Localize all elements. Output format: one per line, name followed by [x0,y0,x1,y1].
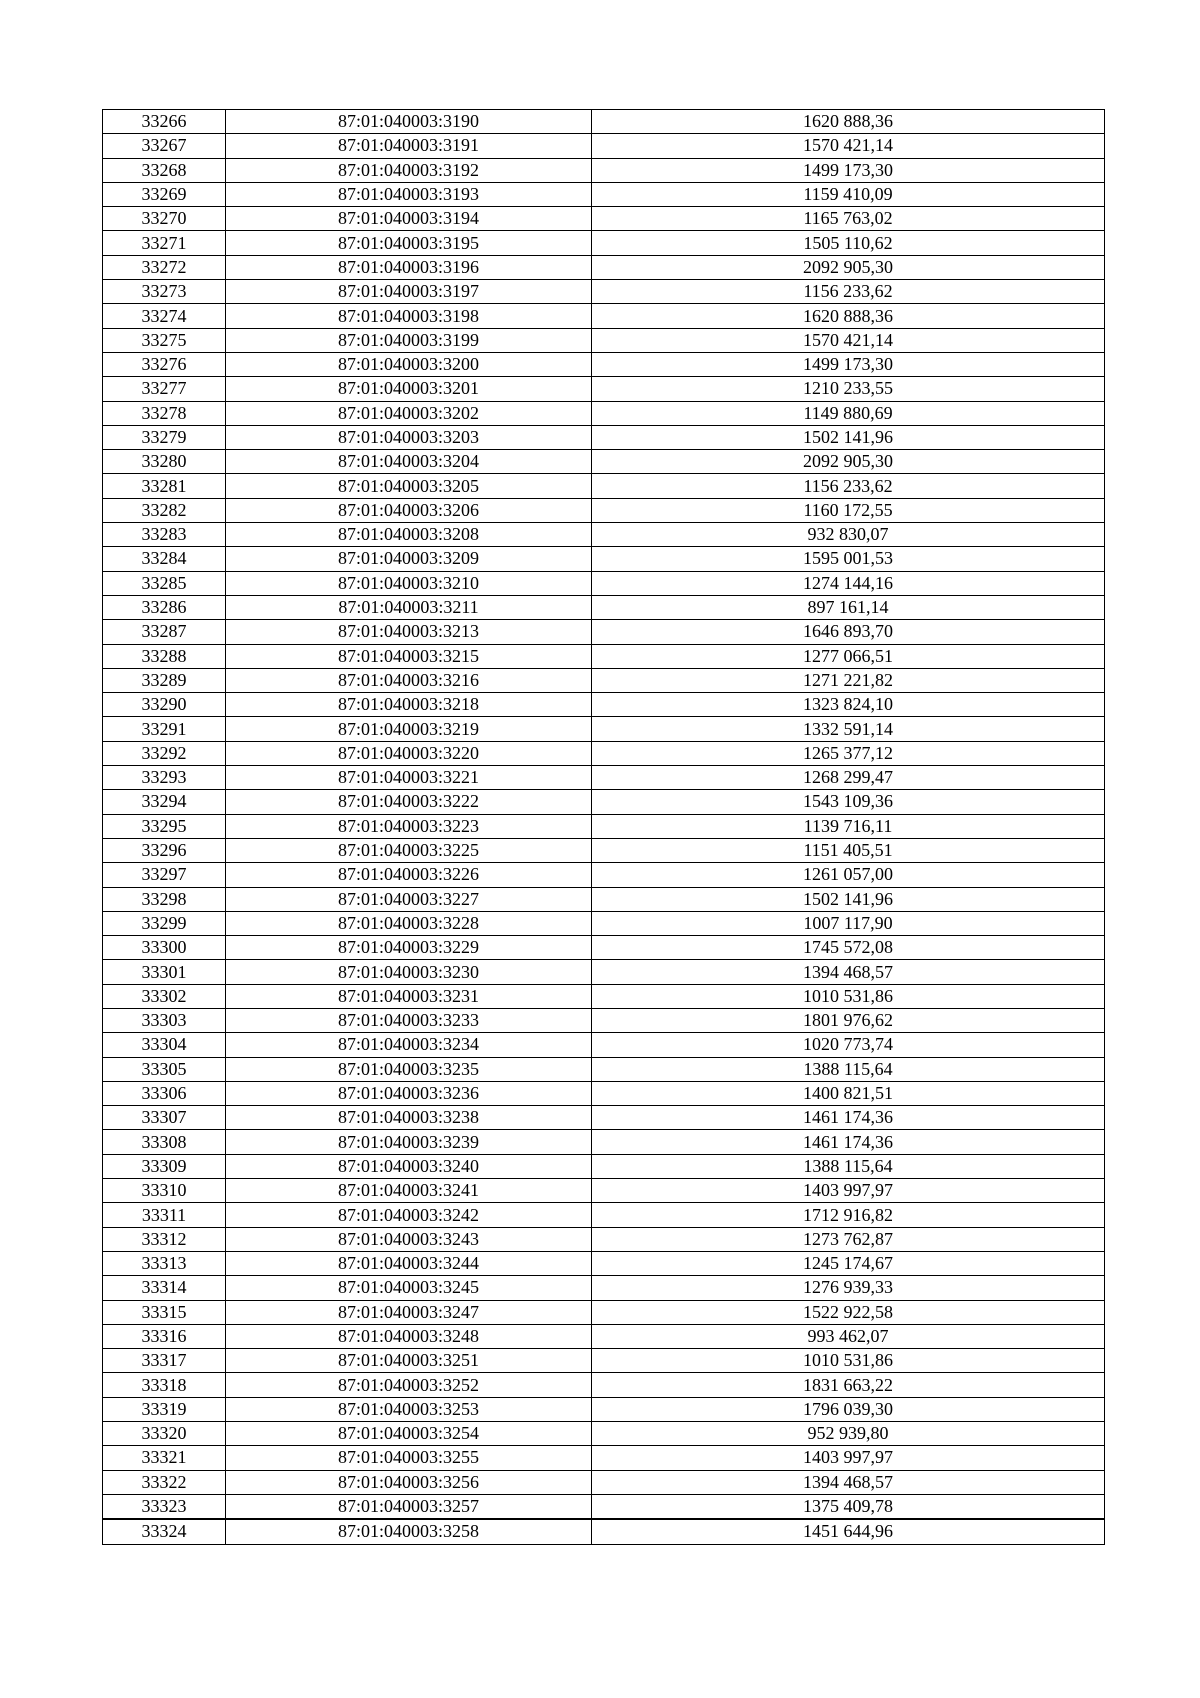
cadastral-number-cell: 87:01:040003:3201 [226,377,592,401]
cadastral-number-cell: 87:01:040003:3221 [226,766,592,790]
row-number-cell: 33321 [103,1446,226,1470]
cadastral-number-cell: 87:01:040003:3208 [226,523,592,547]
table-row [103,182,1105,206]
cadastral-number-cell: 87:01:040003:3245 [226,1276,592,1300]
table-row [103,1227,1105,1251]
cadastral-value-cell: 1745 572,08 [592,936,1105,960]
cadastral-value-cell: 1139 716,11 [592,814,1105,838]
cadastral-value-cell: 1273 762,87 [592,1227,1105,1251]
cadastral-number-cell: 87:01:040003:3229 [226,936,592,960]
table-row [103,766,1105,790]
cadastral-number-cell: 87:01:040003:3225 [226,838,592,862]
cadastral-value-cell: 1149 880,69 [592,401,1105,425]
cadastral-value-cell: 1796 039,30 [592,1397,1105,1421]
table-row [103,863,1105,887]
table-row [103,1397,1105,1421]
cadastral-number-cell: 87:01:040003:3191 [226,134,592,158]
row-number-cell: 33284 [103,547,226,571]
row-number-cell: 33305 [103,1057,226,1081]
cadastral-number-cell: 87:01:040003:3247 [226,1300,592,1324]
cadastral-number-cell: 87:01:040003:3203 [226,425,592,449]
row-number-cell: 33270 [103,207,226,231]
row-number-cell: 33313 [103,1251,226,1275]
table-row [103,377,1105,401]
row-number-cell: 33309 [103,1154,226,1178]
cadastral-number-cell: 87:01:040003:3228 [226,911,592,935]
row-number-cell: 33310 [103,1179,226,1203]
row-number-cell: 33286 [103,595,226,619]
table-row [103,1033,1105,1057]
row-number-cell: 33294 [103,790,226,814]
row-number-cell: 33272 [103,255,226,279]
cadastral-value-cell: 1831 663,22 [592,1373,1105,1397]
row-number-cell: 33274 [103,304,226,328]
table-row [103,1130,1105,1154]
cadastral-number-cell: 87:01:040003:3242 [226,1203,592,1227]
cadastral-number-cell: 87:01:040003:3243 [226,1227,592,1251]
cadastral-value-cell: 1394 468,57 [592,960,1105,984]
cadastral-value-cell: 1210 233,55 [592,377,1105,401]
table-row [103,814,1105,838]
cadastral-number-cell: 87:01:040003:3253 [226,1397,592,1421]
cadastral-number-cell: 87:01:040003:3211 [226,595,592,619]
table-row [103,547,1105,571]
cadastral-value-cell: 1156 233,62 [592,280,1105,304]
table-row [103,1179,1105,1203]
row-number-cell: 33292 [103,741,226,765]
cadastral-number-cell: 87:01:040003:3244 [226,1251,592,1275]
cadastral-value-cell: 1388 115,64 [592,1154,1105,1178]
row-number-cell: 33283 [103,523,226,547]
cadastral-value-cell: 1570 421,14 [592,134,1105,158]
cadastral-number-cell: 87:01:040003:3194 [226,207,592,231]
cadastral-number-cell: 87:01:040003:3195 [226,231,592,255]
cadastral-value-cell: 1502 141,96 [592,425,1105,449]
cadastral-value-cell: 2092 905,30 [592,450,1105,474]
cadastral-value-cell: 1160 172,55 [592,498,1105,522]
cadastral-number-cell: 87:01:040003:3204 [226,450,592,474]
cadastral-value-cell: 1620 888,36 [592,110,1105,134]
cadastral-number-cell: 87:01:040003:3209 [226,547,592,571]
cadastral-value-cell: 1403 997,97 [592,1179,1105,1203]
cadastral-number-cell: 87:01:040003:3190 [226,110,592,134]
row-number-cell: 33308 [103,1130,226,1154]
cadastral-value-cell: 2092 905,30 [592,255,1105,279]
cadastral-number-cell: 87:01:040003:3239 [226,1130,592,1154]
cadastral-number-cell: 87:01:040003:3198 [226,304,592,328]
row-number-cell: 33271 [103,231,226,255]
row-number-cell: 33296 [103,838,226,862]
cadastral-number-cell: 87:01:040003:3205 [226,474,592,498]
cadastral-number-cell: 87:01:040003:3215 [226,644,592,668]
table-row [103,1106,1105,1130]
table-row [103,255,1105,279]
cadastral-value-table [102,109,1105,1545]
cadastral-value-cell: 1268 299,47 [592,766,1105,790]
cadastral-value-cell: 1499 173,30 [592,352,1105,376]
row-number-cell: 33280 [103,450,226,474]
row-number-cell: 33301 [103,960,226,984]
table-row [103,1446,1105,1470]
cadastral-value-cell: 1375 409,78 [592,1494,1105,1519]
cadastral-number-cell: 87:01:040003:3233 [226,1008,592,1032]
cadastral-value-cell: 1451 644,96 [592,1519,1105,1544]
row-number-cell: 33303 [103,1008,226,1032]
row-number-cell: 33291 [103,717,226,741]
cadastral-number-cell: 87:01:040003:3199 [226,328,592,352]
table-row [103,450,1105,474]
cadastral-value-cell: 1403 997,97 [592,1446,1105,1470]
cadastral-value-cell: 1276 939,33 [592,1276,1105,1300]
cadastral-number-cell: 87:01:040003:3226 [226,863,592,887]
cadastral-value-cell: 1543 109,36 [592,790,1105,814]
cadastral-number-cell: 87:01:040003:3256 [226,1470,592,1494]
cadastral-value-cell: 1620 888,36 [592,304,1105,328]
cadastral-number-cell: 87:01:040003:3200 [226,352,592,376]
cadastral-value-cell: 1156 233,62 [592,474,1105,498]
cadastral-number-cell: 87:01:040003:3254 [226,1422,592,1446]
cadastral-value-cell: 1801 976,62 [592,1008,1105,1032]
row-number-cell: 33314 [103,1276,226,1300]
table-row [103,1373,1105,1397]
cadastral-number-cell: 87:01:040003:3210 [226,571,592,595]
table-row [103,1300,1105,1324]
table-row [103,668,1105,692]
table-row [103,1349,1105,1373]
table-row [103,741,1105,765]
row-number-cell: 33304 [103,1033,226,1057]
table-row [103,620,1105,644]
row-number-cell: 33279 [103,425,226,449]
cadastral-number-cell: 87:01:040003:3222 [226,790,592,814]
table-row [103,790,1105,814]
table-row [103,110,1105,134]
cadastral-value-cell: 952 939,80 [592,1422,1105,1446]
table-row [103,134,1105,158]
row-number-cell: 33318 [103,1373,226,1397]
table-row [103,328,1105,352]
cadastral-value-cell: 1010 531,86 [592,984,1105,1008]
row-number-cell: 33277 [103,377,226,401]
row-number-cell: 33295 [103,814,226,838]
table-row [103,693,1105,717]
table-row [103,158,1105,182]
row-number-cell: 33311 [103,1203,226,1227]
cadastral-number-cell: 87:01:040003:3220 [226,741,592,765]
cadastral-value-cell: 1522 922,58 [592,1300,1105,1324]
row-number-cell: 33293 [103,766,226,790]
cadastral-value-cell: 897 161,14 [592,595,1105,619]
cadastral-number-cell: 87:01:040003:3251 [226,1349,592,1373]
row-number-cell: 33317 [103,1349,226,1373]
table-row [103,911,1105,935]
table-row [103,207,1105,231]
row-number-cell: 33269 [103,182,226,206]
table-body [103,110,1105,1545]
cadastral-value-cell: 1499 173,30 [592,158,1105,182]
table-row [103,401,1105,425]
table-row [103,498,1105,522]
cadastral-value-cell: 993 462,07 [592,1324,1105,1348]
row-number-cell: 33300 [103,936,226,960]
table-row [103,1494,1105,1519]
table-row [103,1422,1105,1446]
cadastral-value-cell: 1159 410,09 [592,182,1105,206]
table-row [103,231,1105,255]
row-number-cell: 33298 [103,887,226,911]
row-number-cell: 33302 [103,984,226,1008]
cadastral-number-cell: 87:01:040003:3192 [226,158,592,182]
cadastral-value-cell: 1332 591,14 [592,717,1105,741]
row-number-cell: 33297 [103,863,226,887]
cadastral-number-cell: 87:01:040003:3234 [226,1033,592,1057]
cadastral-value-cell: 1007 117,90 [592,911,1105,935]
cadastral-number-cell: 87:01:040003:3255 [226,1446,592,1470]
table-row [103,1276,1105,1300]
cadastral-value-cell: 1502 141,96 [592,887,1105,911]
cadastral-number-cell: 87:01:040003:3216 [226,668,592,692]
cadastral-value-cell: 1151 405,51 [592,838,1105,862]
table-row [103,304,1105,328]
cadastral-number-cell: 87:01:040003:3236 [226,1081,592,1105]
cadastral-value-cell: 1323 824,10 [592,693,1105,717]
table-row [103,595,1105,619]
row-number-cell: 33306 [103,1081,226,1105]
table-row [103,960,1105,984]
row-number-cell: 33285 [103,571,226,595]
cadastral-number-cell: 87:01:040003:3219 [226,717,592,741]
cadastral-value-cell: 1165 763,02 [592,207,1105,231]
table-row [103,1470,1105,1494]
cadastral-value-cell: 1274 144,16 [592,571,1105,595]
table-row [103,571,1105,595]
row-number-cell: 33307 [103,1106,226,1130]
cadastral-number-cell: 87:01:040003:3235 [226,1057,592,1081]
cadastral-value-cell: 1020 773,74 [592,1033,1105,1057]
cadastral-number-cell: 87:01:040003:3193 [226,182,592,206]
row-number-cell: 33275 [103,328,226,352]
table-row [103,425,1105,449]
row-number-cell: 33290 [103,693,226,717]
table-row [103,1154,1105,1178]
cadastral-number-cell: 87:01:040003:3230 [226,960,592,984]
cadastral-number-cell: 87:01:040003:3196 [226,255,592,279]
row-number-cell: 33320 [103,1422,226,1446]
cadastral-number-cell: 87:01:040003:3227 [226,887,592,911]
cadastral-number-cell: 87:01:040003:3257 [226,1494,592,1519]
row-number-cell: 33266 [103,110,226,134]
cadastral-value-cell: 1505 110,62 [592,231,1105,255]
row-number-cell: 33287 [103,620,226,644]
row-number-cell: 33323 [103,1494,226,1519]
cadastral-number-cell: 87:01:040003:3248 [226,1324,592,1348]
cadastral-value-cell: 932 830,07 [592,523,1105,547]
row-number-cell: 33281 [103,474,226,498]
row-number-cell: 33268 [103,158,226,182]
cadastral-value-cell: 1646 893,70 [592,620,1105,644]
cadastral-value-cell: 1595 001,53 [592,547,1105,571]
cadastral-number-cell: 87:01:040003:3206 [226,498,592,522]
cadastral-value-cell: 1461 174,36 [592,1106,1105,1130]
row-number-cell: 33312 [103,1227,226,1251]
row-number-cell: 33278 [103,401,226,425]
table-row [103,1519,1105,1544]
table-row [103,984,1105,1008]
cadastral-value-cell: 1265 377,12 [592,741,1105,765]
row-number-cell: 33267 [103,134,226,158]
cadastral-value-cell: 1712 916,82 [592,1203,1105,1227]
row-number-cell: 33316 [103,1324,226,1348]
cadastral-value-cell: 1271 221,82 [592,668,1105,692]
cadastral-value-cell: 1394 468,57 [592,1470,1105,1494]
table-row [103,523,1105,547]
cadastral-value-cell: 1277 066,51 [592,644,1105,668]
cadastral-value-cell: 1245 174,67 [592,1251,1105,1275]
table-row [103,1203,1105,1227]
cadastral-number-cell: 87:01:040003:3202 [226,401,592,425]
cadastral-number-cell: 87:01:040003:3252 [226,1373,592,1397]
row-number-cell: 33288 [103,644,226,668]
table-row [103,644,1105,668]
row-number-cell: 33324 [103,1519,226,1544]
table-row [103,1057,1105,1081]
cadastral-number-cell: 87:01:040003:3218 [226,693,592,717]
row-number-cell: 33282 [103,498,226,522]
row-number-cell: 33299 [103,911,226,935]
cadastral-number-cell: 87:01:040003:3258 [226,1519,592,1544]
cadastral-number-cell: 87:01:040003:3238 [226,1106,592,1130]
row-number-cell: 33319 [103,1397,226,1421]
table-row [103,717,1105,741]
table-row [103,1251,1105,1275]
table-row [103,1324,1105,1348]
cadastral-number-cell: 87:01:040003:3231 [226,984,592,1008]
cadastral-number-cell: 87:01:040003:3223 [226,814,592,838]
row-number-cell: 33289 [103,668,226,692]
table-row [103,352,1105,376]
table-row [103,474,1105,498]
table-row [103,887,1105,911]
cadastral-value-cell: 1400 821,51 [592,1081,1105,1105]
table-row [103,936,1105,960]
row-number-cell: 33273 [103,280,226,304]
cadastral-number-cell: 87:01:040003:3240 [226,1154,592,1178]
cadastral-number-cell: 87:01:040003:3197 [226,280,592,304]
cadastral-value-cell: 1461 174,36 [592,1130,1105,1154]
cadastral-value-cell: 1010 531,86 [592,1349,1105,1373]
cadastral-number-cell: 87:01:040003:3213 [226,620,592,644]
table-row [103,280,1105,304]
row-number-cell: 33322 [103,1470,226,1494]
table-row [103,838,1105,862]
cadastral-value-cell: 1570 421,14 [592,328,1105,352]
row-number-cell: 33276 [103,352,226,376]
cadastral-value-cell: 1388 115,64 [592,1057,1105,1081]
cadastral-number-cell: 87:01:040003:3241 [226,1179,592,1203]
table-row [103,1008,1105,1032]
table-row [103,1081,1105,1105]
row-number-cell: 33315 [103,1300,226,1324]
cadastral-value-cell: 1261 057,00 [592,863,1105,887]
